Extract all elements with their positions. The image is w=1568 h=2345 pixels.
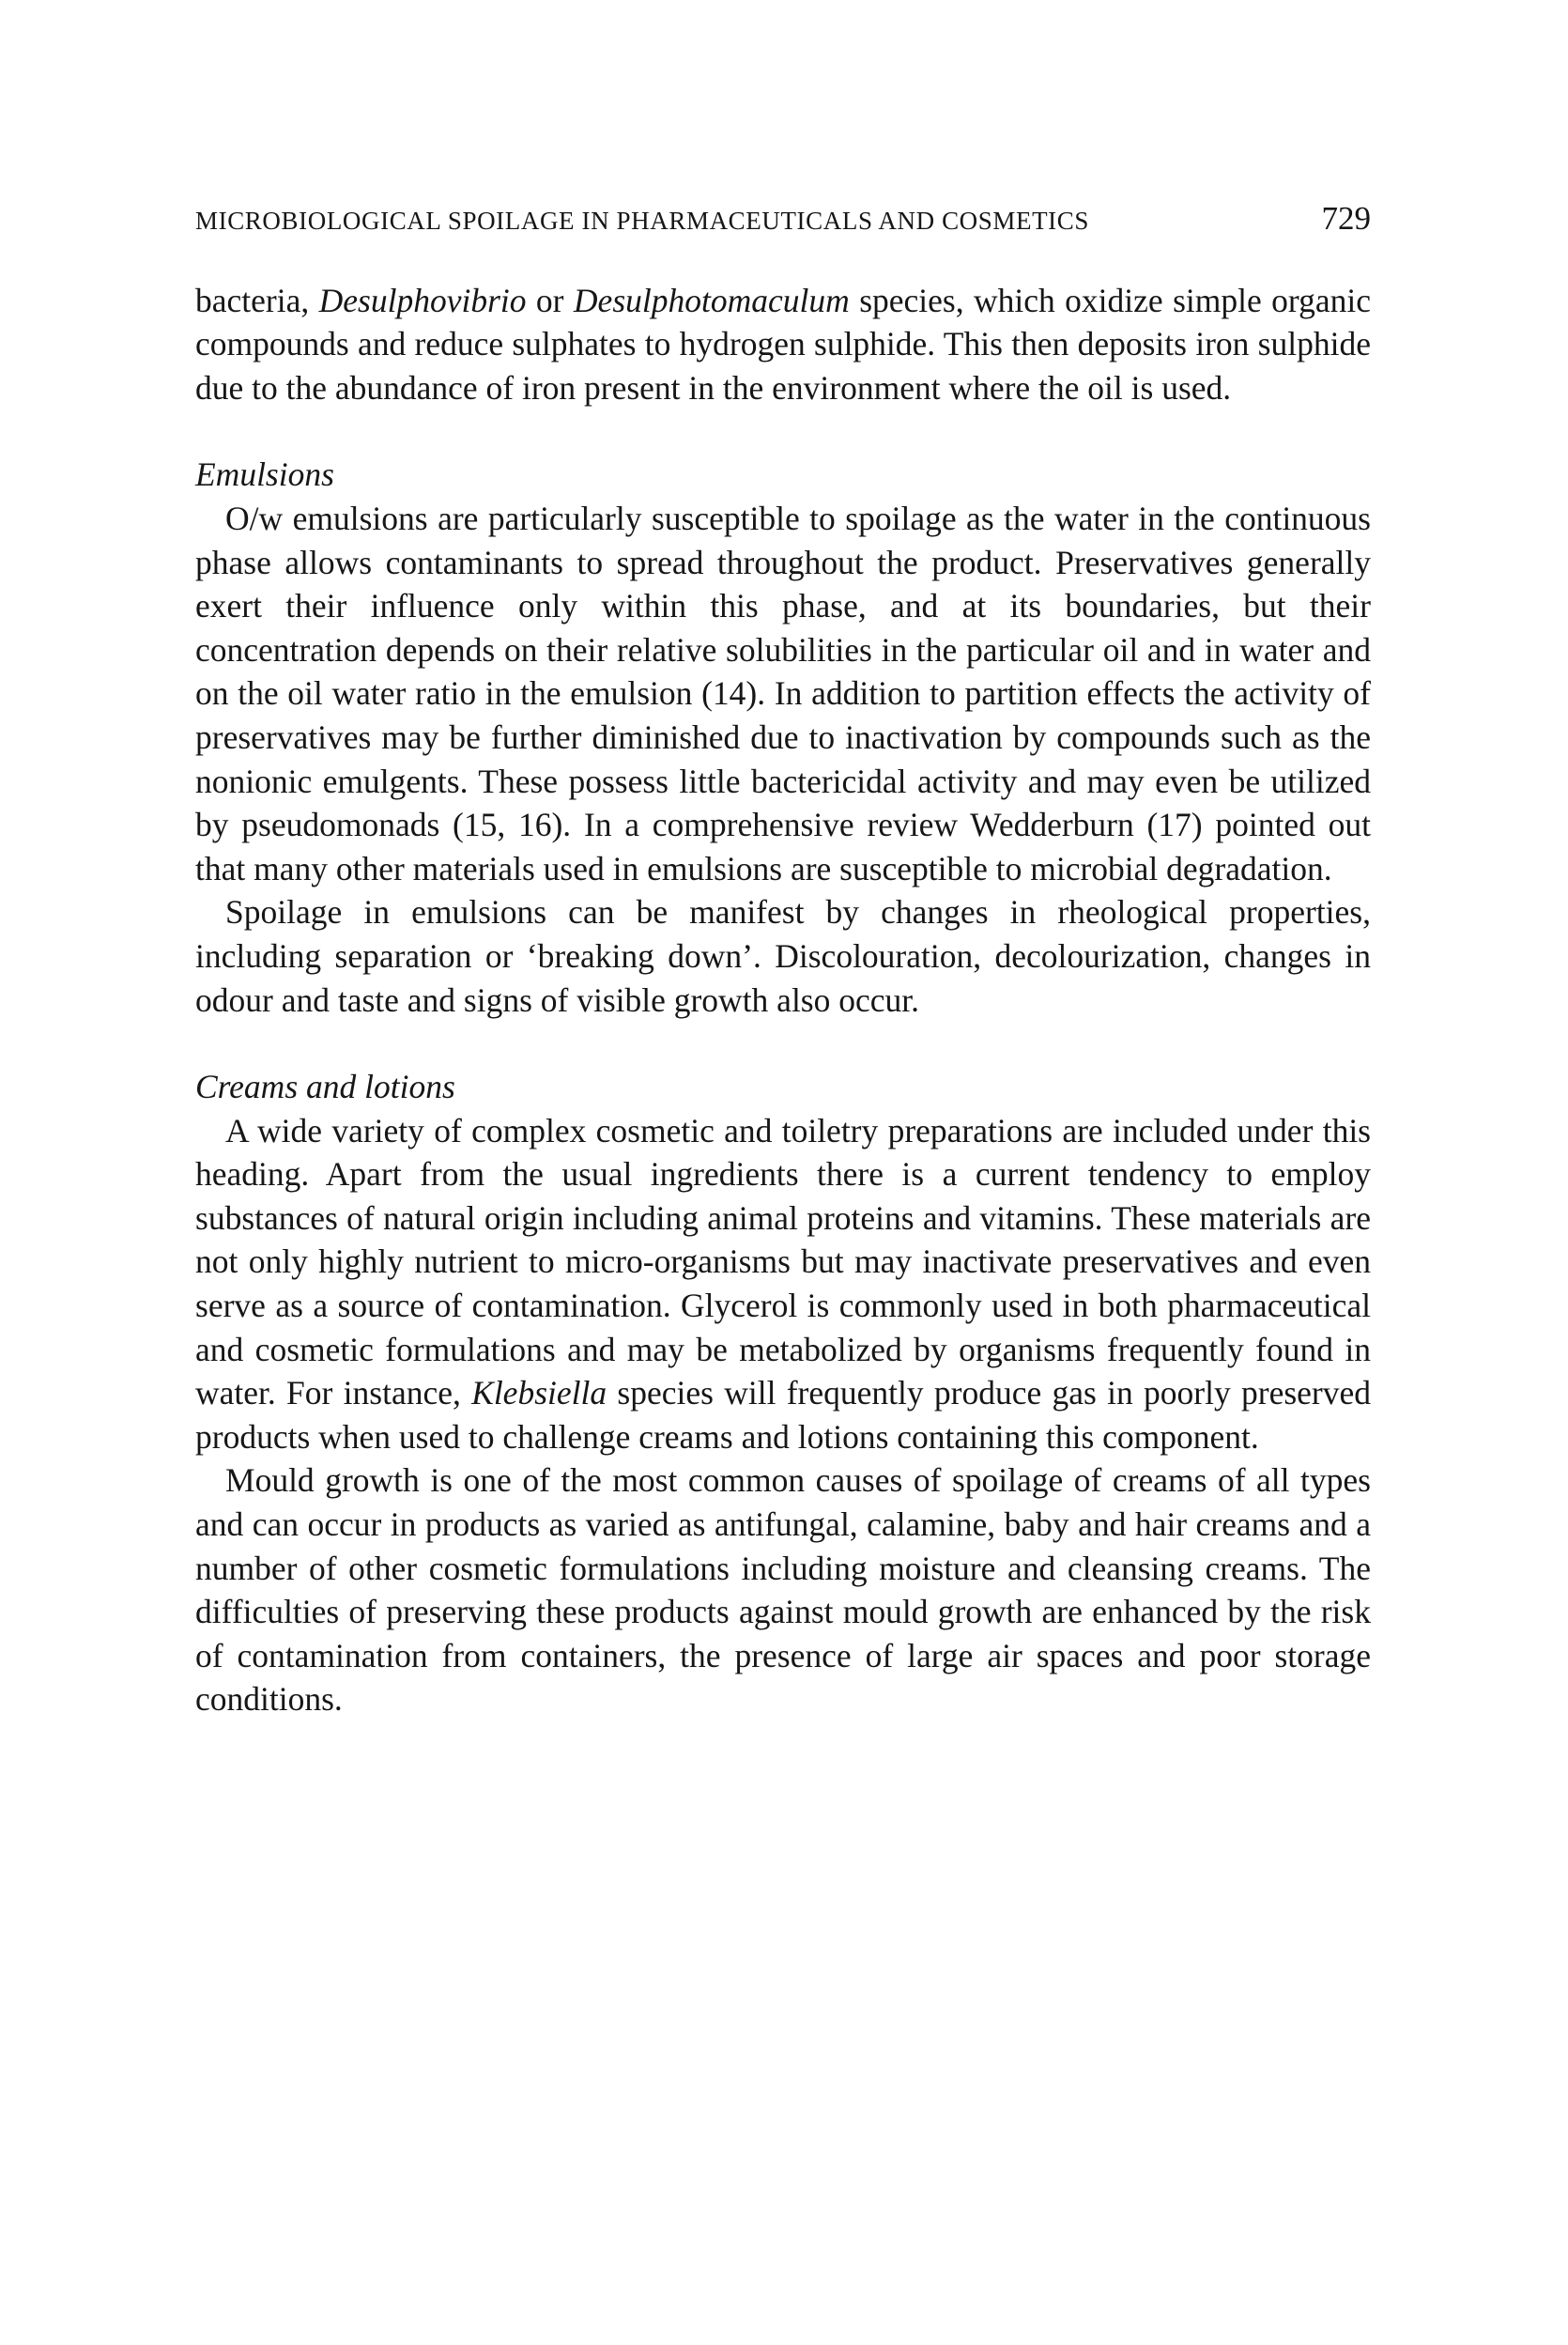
- paragraph: O/w emulsions are particularly susceptible to spoilage as the water in the continuous phase allows contaminants to spread throughout the product. Preservatives generally exert their influence only within this phase, and at its boundaries, but their concentration depends on their relative solubilities in the particular oil and in water and on the oil water ratio in the emulsion (14). In addition to partition effects the activity of preservatives may be further diminished due to inactivation by compounds such as the nonionic emulgents. These possess little bactericidal activity and may even be utilized by pseudomonads (15, 16). In a comprehensive review Wedderburn (17) pointed out that many other materials used in emulsions are susceptible to microbial degradation.: [195, 499, 1371, 887]
- page-number: 729: [1321, 200, 1371, 237]
- book-page: [195, 197, 1371, 1721]
- running-head-title: MICROBIOLOGICAL SPOILAGE IN PHARMACEUTICALS AND COSMETICS: [195, 207, 1090, 235]
- paragraph: Spoilage in emulsions can be manifest by changes in rheological properties, including separation or ‘breaking down’. Discolouration, decolourization, changes in odour and taste and signs of visible growth also occur.: [195, 893, 1371, 1019]
- genus-name: Desulphovibrio: [318, 281, 527, 319]
- section-heading-emulsions: Emulsions: [195, 455, 334, 494]
- running-head: [195, 197, 1371, 243]
- genus-name: Klebsiella: [471, 1374, 607, 1412]
- section-heading-creams-and-lotions: Creams and lotions: [195, 1068, 455, 1106]
- text-run: or: [526, 281, 574, 319]
- paragraph: Mould growth is one of the most common causes of spoilage of creams of all types and can occur in products as varied as antifungal, calamine, baby and hair creams and a number of other cosmetic formulations including moisture and cleansing creams. The difficulties of preserving these products against mould growth are enhanced by the risk of contamination from containers, the presence of large air spaces and poor storage conditions.: [195, 1461, 1371, 1719]
- text-run: species, which oxidize simple organic compounds and reduce sulphates to hydrogen sulphide. This then deposits iron sulphide due to the abundance of iron present in the environment where the oil is used.: [195, 281, 1371, 407]
- paragraph: [195, 1109, 1371, 1459]
- text-run: bacteria,: [195, 281, 319, 319]
- genus-name: Desulphotomaculum: [573, 281, 850, 319]
- text-run: species will frequently produce gas in poorly preserved products when used to challenge creams and lotions containing this component.: [195, 1374, 1371, 1456]
- intro-paragraph: [195, 279, 1371, 410]
- text-run: A wide variety of complex cosmetic and toiletry preparations are included under this heading. Apart from the usual ingredients there is a current tendency to employ substances of natural origin including animal proteins and vitamins. These materials are not only highly nutrient to micro-organisms but may inactivate preservatives and even serve as a source of contamination. Glycerol is commonly used in both pharmaceutical and cosmetic formulations and may be metabolized by organisms frequently found in water. For instance,: [195, 1111, 1371, 1412]
